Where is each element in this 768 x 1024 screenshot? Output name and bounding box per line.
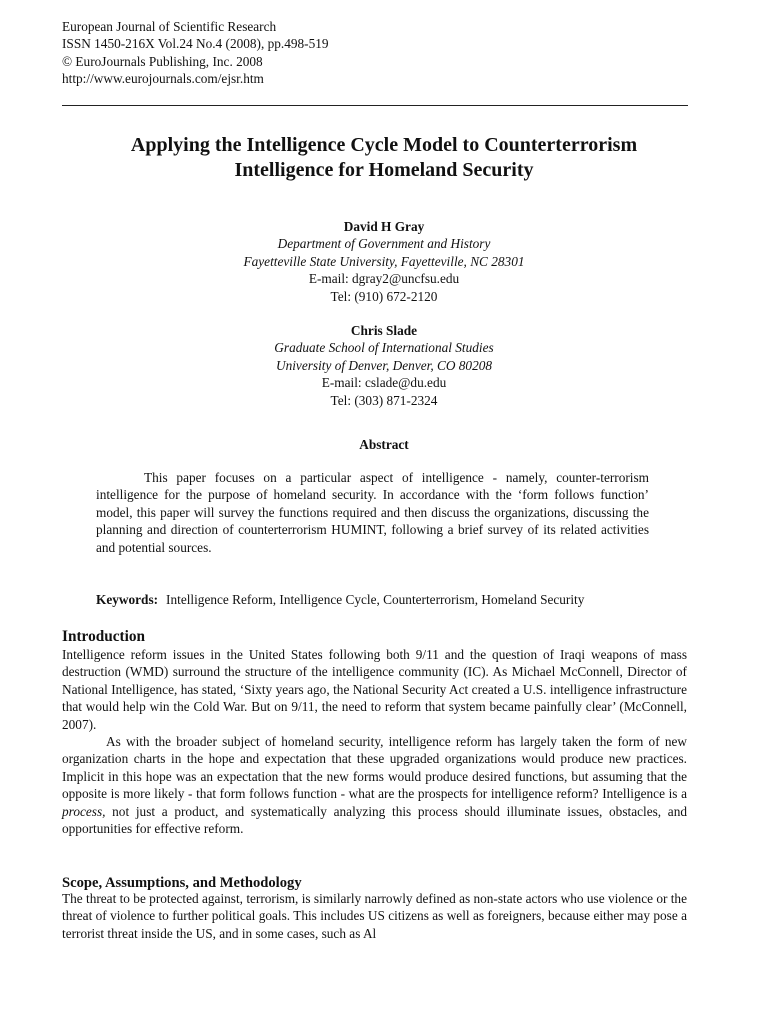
emphasis-text: process,: [62, 803, 106, 819]
journal-publisher: © EuroJournals Publishing, Inc. 2008: [62, 53, 263, 69]
abstract-text: This paper focuses on a particular aspect of intelligence - namely, counter-terrorism intelligence for the purpose of homeland security. In accordance with the ‘form follows function’ model, this paper will survey the functions required and then discuss the organizations, discussing the planning and direction of counterterrorism HUMINT, following a brief survey of its related activities and potential sources.: [96, 470, 649, 555]
journal-url[interactable]: http://www.eurojournals.com/ejsr.htm: [62, 71, 264, 87]
author-email[interactable]: E-mail: cslade@du.edu: [321, 375, 447, 391]
journal-header: [62, 18, 692, 88]
keywords-line: [96, 591, 696, 608]
scope-paragraph-1: The threat to be protected against, terrorism, is similarly narrowly defined as non-state actors who use violence or the threat of violence to further political goals. This includes US citizens as well as foreigners, because either may pose a terrorist threat inside the US, and in some cases, such as Al: [62, 891, 687, 941]
author-institution: Fayetteville State University, Fayetteville, NC 28301: [243, 253, 525, 269]
author-name: Chris Slade: [350, 323, 418, 338]
introduction-paragraph-1: Intelligence reform issues in the United States following both 9/11 and the question of Iraqi weapons of mass destruction (WMD) surround the structure of the intelligence community (IC). As Michael McConnell, Director of National Intelligence, has stated, ‘Sixty years ago, the National Security Act created a U.S. intelligence infrastructure that would help win the Cold War. But on 9/11, the need to reform that system became painfully clear’ (McConnell, 2007).: [62, 647, 687, 732]
author-block-slade: [100, 322, 668, 409]
abstract-heading: Abstract: [359, 437, 409, 452]
keywords-label: Keywords:: [96, 592, 159, 607]
author-institution: University of Denver, Denver, CO 80208: [275, 357, 493, 373]
author-phone: Tel: (910) 672-2120: [330, 288, 438, 304]
title-line-1: Applying the Intelligence Cycle Model to Counterterrorism: [130, 134, 638, 156]
section-heading-scope: Scope, Assumptions, and Methodology: [62, 875, 302, 891]
author-department: Graduate School of International Studies: [274, 340, 494, 356]
header-divider: [62, 105, 688, 106]
paper-title: [40, 133, 728, 183]
author-block-gray: [100, 218, 668, 305]
title-line-2: Intelligence for Homeland Security: [234, 159, 534, 181]
author-phone: Tel: (303) 871-2324: [330, 392, 438, 408]
section-heading-introduction: Introduction: [62, 628, 146, 645]
journal-name: European Journal of Scientific Research: [62, 19, 277, 34]
keywords-text: Intelligence Reform, Intelligence Cycle, Counterterrorism, Homeland Security: [166, 592, 585, 607]
author-name: David H Gray: [343, 219, 425, 234]
paragraph-text: not just a product, and systematically analyzing this process should illuminate issues, obstacles, and opportunities for effective reform.: [62, 803, 687, 837]
introduction-paragraph-2: [62, 733, 687, 837]
author-department: Department of Government and History: [277, 236, 491, 252]
author-email[interactable]: E-mail: dgray2@uncfsu.edu: [308, 271, 460, 287]
paragraph-text: As with the broader subject of homeland security, intelligence reform has largely taken the form of new organization charts in the hope and expectation that these upgraded organizations would produce new practices. Implicit in this hope was an expectation that the new forms would produce desired functions, but assuming that the opposite is more likely - that form follows function - what are the prospects for intelligence reform? Intelligence is a: [62, 734, 687, 802]
journal-issn: ISSN 1450-216X Vol.24 No.4 (2008), pp.498-519: [62, 36, 329, 52]
